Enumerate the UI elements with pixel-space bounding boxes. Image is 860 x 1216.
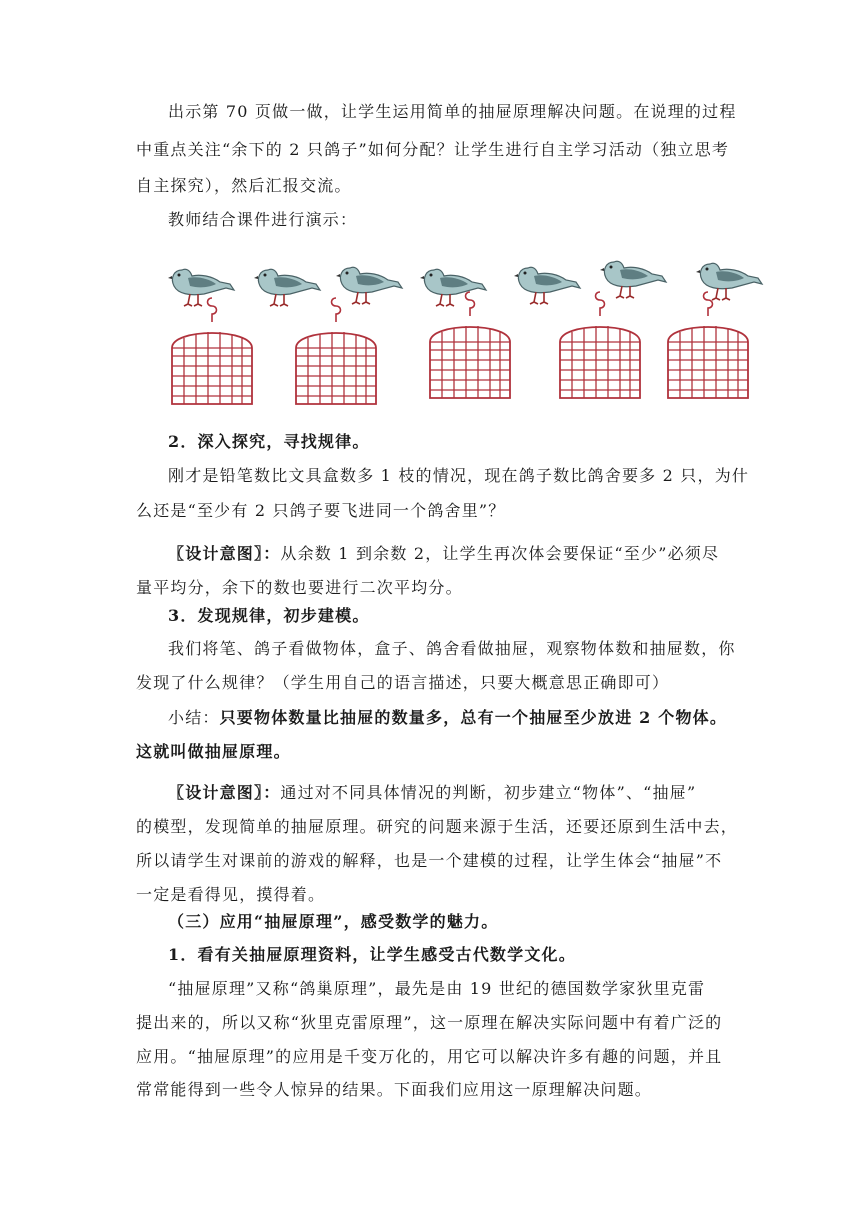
paragraph-step2-line2: 么还是“至少有 2 只鸽子要飞进同一个鸽舍里”？ [136,501,506,520]
cage-icon [172,298,252,404]
pigeon-icon [514,267,580,304]
design-intent-1-line1 [168,544,788,564]
summary-line2: 这就叫做抽屉原理。 [136,742,291,761]
heading-step2: 2．深入探究，寻找规律。 [168,432,370,451]
pigeon-icon [600,261,666,298]
design-intent-1-line2: 量平均分，余下的数也要进行二次平均分。 [136,578,463,597]
paragraph-intro-line1: 出示第 70 页做一做，让学生运用简单的抽屉原理解决问题。在说理的过程 [168,102,737,121]
summary-text: 只要物体数量比抽屉的数量多，总有一个抽屉至少放进 2 个物体。 [219,708,728,727]
pigeon-icon [336,267,402,304]
design-intent-label: 〖设计意图〗： [168,544,281,563]
paragraph-intro-line2: 中重点关注“余下的 2 只鸽子”如何分配？让学生进行自主学习活动（独立思考 [136,140,730,159]
paragraph-step3-line1: 我们将笔、鸽子看做物体，盒子、鸽舍看做抽屉，观察物体数和抽屉数，你 [168,639,736,658]
cage-icon [668,292,748,398]
summary-line1 [168,708,788,728]
design-intent-2-line2: 的模型，发现简单的抽屉原理。研究的问题来源于生活，还要还原到生活中去， [136,817,739,836]
design-intent-2-line4: 一定是看得见，摸得着。 [136,885,326,904]
heading-step3: 3．发现规律，初步建模。 [168,606,370,625]
paragraph-intro-line3: 自主探究），然后汇报交流。 [136,176,352,195]
summary-label: 小结： [168,708,220,727]
pigeon-icon [168,269,234,306]
design-intent-text: 从余数 1 到余数 2，让学生再次体会要保证“至少”必须尽 [280,544,720,563]
paragraph-demo: 教师结合课件进行演示： [168,210,358,229]
pigeon-icon [254,269,320,306]
paragraph-principle-line2: 提出来的，所以又称“狄里克雷原理”，这一原理在解决实际问题中有着广泛的 [136,1013,723,1032]
paragraph-principle-line3: 应用。“抽屉原理”的应用是千变万化的，用它可以解决许多有趣的问题，并且 [136,1047,723,1066]
cage-icon [430,292,510,398]
pigeons-and-cages-illustration [158,244,768,414]
heading-section3: （三）应用“抽屉原理”，感受数学的魅力。 [168,912,499,931]
design-intent-2-line1 [168,783,788,803]
pigeon-icon [696,263,762,300]
cage-icon [560,292,640,398]
design-intent-label: 〖设计意图〗： [168,783,281,802]
pigeon-icon [420,269,486,306]
design-intent-text: 通过对不同具体情况的判断，初步建立“物体”、“抽屉” [280,783,697,802]
paragraph-step2-line1: 刚才是铅笔数比文具盒数多 1 枝的情况，现在鸽子数比鸽舍要多 2 只，为什 [168,466,750,485]
design-intent-2-line3: 所以请学生对课前的游戏的解释，也是一个建模的过程，让学生体会“抽屉”不 [136,851,723,870]
paragraph-principle-line1: “抽屉原理”又称“鸽巢原理”，最先是由 19 世纪的德国数学家狄里克雷 [168,979,706,998]
cage-icon [296,298,376,404]
heading-item1: 1．看有关抽屉原理资料，让学生感受古代数学文化。 [168,945,576,964]
paragraph-step3-line2: 发现了什么规律？（学生用自己的语言描述，只要大概意思正确即可） [136,673,670,692]
paragraph-principle-line4: 常常能得到一些令人惊异的结果。下面我们应用这一原理解决问题。 [136,1080,653,1099]
